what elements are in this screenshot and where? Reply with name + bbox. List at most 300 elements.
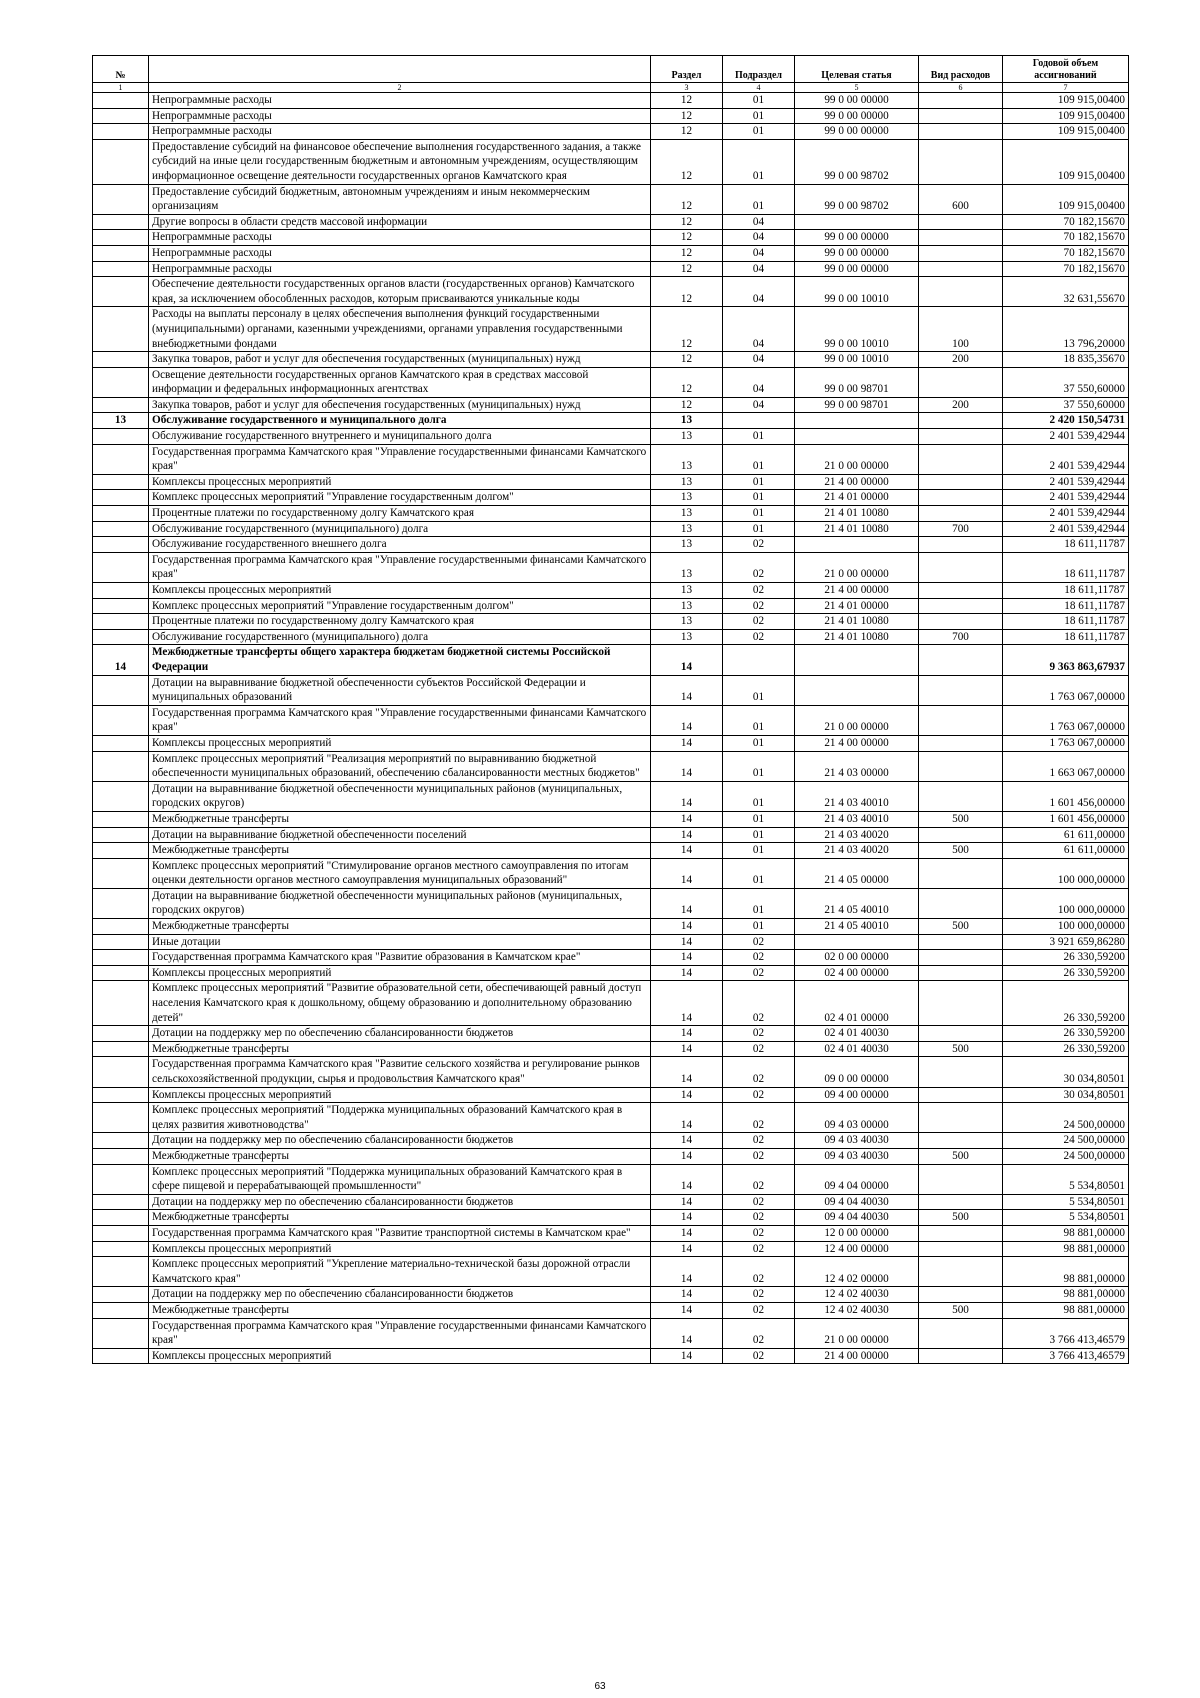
row-podrazdel: 02 bbox=[723, 1103, 795, 1133]
row-target-article bbox=[795, 214, 919, 230]
row-number bbox=[93, 843, 149, 859]
row-target-article: 21 4 01 10080 bbox=[795, 521, 919, 537]
row-razdel: 12 bbox=[651, 124, 723, 140]
row-target-article: 21 4 01 00000 bbox=[795, 490, 919, 506]
row-expense-type bbox=[919, 950, 1003, 966]
row-name: Межбюджетные трансферты общего характера бюджетам бюджетной системы Российской Федерации bbox=[149, 645, 651, 675]
row-number bbox=[93, 811, 149, 827]
row-amount: 1 601 456,00000 bbox=[1003, 781, 1129, 811]
row-amount: 3 921 659,86280 bbox=[1003, 934, 1129, 950]
row-razdel: 14 bbox=[651, 781, 723, 811]
row-amount: 18 611,11787 bbox=[1003, 614, 1129, 630]
row-target-article bbox=[795, 645, 919, 675]
row-name: Процентные платежи по государственному долгу Камчатского края bbox=[149, 614, 651, 630]
header-name bbox=[149, 56, 651, 83]
row-number bbox=[93, 1225, 149, 1241]
row-razdel: 12 bbox=[651, 184, 723, 214]
row-podrazdel: 04 bbox=[723, 307, 795, 352]
row-amount: 5 534,80501 bbox=[1003, 1210, 1129, 1226]
row-number bbox=[93, 1210, 149, 1226]
row-podrazdel: 01 bbox=[723, 751, 795, 781]
row-razdel: 14 bbox=[651, 811, 723, 827]
table-row bbox=[93, 888, 1129, 918]
row-expense-type: 500 bbox=[919, 919, 1003, 935]
row-podrazdel: 02 bbox=[723, 1026, 795, 1042]
row-target-article: 21 4 03 00000 bbox=[795, 751, 919, 781]
row-amount: 100 000,00000 bbox=[1003, 888, 1129, 918]
row-number bbox=[93, 506, 149, 522]
table-row bbox=[93, 583, 1129, 599]
table-row bbox=[93, 1302, 1129, 1318]
row-razdel: 14 bbox=[651, 1148, 723, 1164]
row-number bbox=[93, 139, 149, 184]
row-podrazdel: 02 bbox=[723, 1087, 795, 1103]
row-target-article: 99 0 00 00000 bbox=[795, 261, 919, 277]
table-row bbox=[93, 645, 1129, 675]
row-amount: 2 401 539,42944 bbox=[1003, 521, 1129, 537]
row-target-article: 21 4 03 40010 bbox=[795, 781, 919, 811]
row-number: 14 bbox=[93, 645, 149, 675]
row-expense-type: 500 bbox=[919, 843, 1003, 859]
row-name: Дотации на выравнивание бюджетной обеспеченности муниципальных районов (муниципальных, городских округов) bbox=[149, 888, 651, 918]
row-target-article: 09 4 04 00000 bbox=[795, 1164, 919, 1194]
row-target-article: 21 4 05 40010 bbox=[795, 919, 919, 935]
row-podrazdel: 01 bbox=[723, 139, 795, 184]
table-row bbox=[93, 214, 1129, 230]
row-razdel: 13 bbox=[651, 474, 723, 490]
table-row bbox=[93, 1057, 1129, 1087]
row-podrazdel bbox=[723, 413, 795, 429]
row-number bbox=[93, 521, 149, 537]
row-name: Государственная программа Камчатского края "Управление государственными финансами Камчатского края" bbox=[149, 444, 651, 474]
table-row bbox=[93, 919, 1129, 935]
column-index-row bbox=[93, 83, 1129, 93]
row-podrazdel bbox=[723, 645, 795, 675]
row-name: Комплексы процессных мероприятий bbox=[149, 965, 651, 981]
row-number bbox=[93, 1057, 149, 1087]
row-number bbox=[93, 108, 149, 124]
row-razdel: 13 bbox=[651, 598, 723, 614]
row-number bbox=[93, 474, 149, 490]
row-expense-type bbox=[919, 705, 1003, 735]
row-razdel: 13 bbox=[651, 444, 723, 474]
row-expense-type bbox=[919, 1318, 1003, 1348]
row-expense-type: 100 bbox=[919, 307, 1003, 352]
header-target-article: Целевая статья bbox=[795, 56, 919, 83]
row-target-article: 99 0 00 00000 bbox=[795, 124, 919, 140]
table-row bbox=[93, 277, 1129, 307]
row-podrazdel: 01 bbox=[723, 858, 795, 888]
row-amount: 2 401 539,42944 bbox=[1003, 490, 1129, 506]
row-target-article: 02 4 01 40030 bbox=[795, 1026, 919, 1042]
row-razdel: 13 bbox=[651, 521, 723, 537]
row-number bbox=[93, 352, 149, 368]
row-expense-type bbox=[919, 537, 1003, 553]
row-expense-type bbox=[919, 934, 1003, 950]
row-number bbox=[93, 277, 149, 307]
header-expense-type: Вид расходов bbox=[919, 56, 1003, 83]
row-name: Обслуживание государственного и муниципального долга bbox=[149, 413, 651, 429]
row-name: Межбюджетные трансферты bbox=[149, 1041, 651, 1057]
row-name: Обслуживание государственного внутреннего и муниципального долга bbox=[149, 429, 651, 445]
row-number bbox=[93, 444, 149, 474]
column-index: 5 bbox=[795, 83, 919, 93]
row-target-article: 99 0 00 98701 bbox=[795, 397, 919, 413]
row-podrazdel: 01 bbox=[723, 506, 795, 522]
table-row bbox=[93, 1041, 1129, 1057]
row-expense-type bbox=[919, 474, 1003, 490]
table-row bbox=[93, 858, 1129, 888]
row-podrazdel: 02 bbox=[723, 537, 795, 553]
row-podrazdel: 01 bbox=[723, 444, 795, 474]
table-row bbox=[93, 397, 1129, 413]
row-target-article bbox=[795, 675, 919, 705]
row-number bbox=[93, 429, 149, 445]
row-razdel: 13 bbox=[651, 506, 723, 522]
row-expense-type bbox=[919, 583, 1003, 599]
row-amount: 18 611,11787 bbox=[1003, 583, 1129, 599]
row-podrazdel: 02 bbox=[723, 1057, 795, 1087]
row-amount: 109 915,00400 bbox=[1003, 184, 1129, 214]
row-razdel: 14 bbox=[651, 1057, 723, 1087]
row-podrazdel: 01 bbox=[723, 919, 795, 935]
table-row bbox=[93, 950, 1129, 966]
row-podrazdel: 01 bbox=[723, 781, 795, 811]
row-amount: 109 915,00400 bbox=[1003, 93, 1129, 109]
row-amount: 18 611,11787 bbox=[1003, 598, 1129, 614]
row-target-article: 99 0 00 10010 bbox=[795, 352, 919, 368]
row-amount: 24 500,00000 bbox=[1003, 1133, 1129, 1149]
row-name: Комплекс процессных мероприятий "Стимулирование органов местного самоуправления по итогам оценки деятельности органов местного самоуправления муниципальных образований" bbox=[149, 858, 651, 888]
row-name: Обслуживание государственного (муниципального) долга bbox=[149, 521, 651, 537]
row-podrazdel: 02 bbox=[723, 1318, 795, 1348]
row-target-article: 21 4 00 00000 bbox=[795, 474, 919, 490]
row-razdel: 14 bbox=[651, 751, 723, 781]
table-row bbox=[93, 1087, 1129, 1103]
row-amount: 70 182,15670 bbox=[1003, 261, 1129, 277]
header-podrazdel: Подраздел bbox=[723, 56, 795, 83]
row-target-article: 21 4 00 00000 bbox=[795, 735, 919, 751]
row-name: Дотации на выравнивание бюджетной обеспеченности субъектов Российской Федерации и муниципальных образований bbox=[149, 675, 651, 705]
row-name: Дотации на поддержку мер по обеспечению сбалансированности бюджетов bbox=[149, 1194, 651, 1210]
row-podrazdel: 02 bbox=[723, 1287, 795, 1303]
row-razdel: 13 bbox=[651, 583, 723, 599]
row-razdel: 14 bbox=[651, 1348, 723, 1364]
row-amount: 26 330,59200 bbox=[1003, 981, 1129, 1026]
row-razdel: 12 bbox=[651, 397, 723, 413]
row-target-article: 21 4 05 40010 bbox=[795, 888, 919, 918]
row-podrazdel: 02 bbox=[723, 1257, 795, 1287]
row-target-article bbox=[795, 413, 919, 429]
column-index: 3 bbox=[651, 83, 723, 93]
row-expense-type: 700 bbox=[919, 629, 1003, 645]
row-podrazdel: 01 bbox=[723, 490, 795, 506]
row-number bbox=[93, 919, 149, 935]
row-podrazdel: 02 bbox=[723, 1133, 795, 1149]
row-target-article: 02 4 01 00000 bbox=[795, 981, 919, 1026]
row-podrazdel: 04 bbox=[723, 367, 795, 397]
row-number bbox=[93, 124, 149, 140]
table-row bbox=[93, 1194, 1129, 1210]
row-expense-type: 200 bbox=[919, 397, 1003, 413]
row-amount: 70 182,15670 bbox=[1003, 214, 1129, 230]
row-amount: 26 330,59200 bbox=[1003, 965, 1129, 981]
row-target-article: 12 4 02 40030 bbox=[795, 1302, 919, 1318]
row-razdel: 14 bbox=[651, 1225, 723, 1241]
row-name: Комплекс процессных мероприятий "Управление государственным долгом" bbox=[149, 490, 651, 506]
row-amount: 98 881,00000 bbox=[1003, 1225, 1129, 1241]
row-razdel: 14 bbox=[651, 965, 723, 981]
row-number bbox=[93, 705, 149, 735]
table-row bbox=[93, 598, 1129, 614]
row-target-article: 21 4 05 00000 bbox=[795, 858, 919, 888]
row-amount: 1 763 067,00000 bbox=[1003, 675, 1129, 705]
row-name: Межбюджетные трансферты bbox=[149, 843, 651, 859]
row-amount: 37 550,60000 bbox=[1003, 367, 1129, 397]
row-target-article: 99 0 00 00000 bbox=[795, 93, 919, 109]
row-expense-type: 500 bbox=[919, 1210, 1003, 1226]
row-amount: 2 401 539,42944 bbox=[1003, 506, 1129, 522]
row-amount: 98 881,00000 bbox=[1003, 1302, 1129, 1318]
row-expense-type bbox=[919, 413, 1003, 429]
table-row bbox=[93, 1287, 1129, 1303]
row-target-article: 21 4 01 10080 bbox=[795, 614, 919, 630]
row-amount: 37 550,60000 bbox=[1003, 397, 1129, 413]
row-amount: 1 663 067,00000 bbox=[1003, 751, 1129, 781]
row-podrazdel: 02 bbox=[723, 1148, 795, 1164]
row-target-article: 21 0 00 00000 bbox=[795, 552, 919, 582]
row-expense-type bbox=[919, 888, 1003, 918]
row-target-article: 21 0 00 00000 bbox=[795, 705, 919, 735]
row-name: Комплексы процессных мероприятий bbox=[149, 1087, 651, 1103]
row-target-article: 99 0 00 98702 bbox=[795, 139, 919, 184]
page-number: 63 bbox=[594, 1681, 606, 1692]
row-razdel: 14 bbox=[651, 1241, 723, 1257]
row-target-article: 12 4 02 00000 bbox=[795, 1257, 919, 1287]
row-podrazdel: 01 bbox=[723, 474, 795, 490]
row-target-article: 09 4 04 40030 bbox=[795, 1210, 919, 1226]
row-amount: 30 034,80501 bbox=[1003, 1057, 1129, 1087]
table-row bbox=[93, 965, 1129, 981]
row-name: Дотации на поддержку мер по обеспечению сбалансированности бюджетов bbox=[149, 1026, 651, 1042]
row-name: Закупка товаров, работ и услуг для обеспечения государственных (муниципальных) нужд bbox=[149, 397, 651, 413]
row-name: Межбюджетные трансферты bbox=[149, 1210, 651, 1226]
row-target-article: 21 0 00 00000 bbox=[795, 444, 919, 474]
row-amount: 32 631,55670 bbox=[1003, 277, 1129, 307]
row-number bbox=[93, 230, 149, 246]
row-expense-type: 700 bbox=[919, 521, 1003, 537]
row-name: Межбюджетные трансферты bbox=[149, 811, 651, 827]
row-amount: 98 881,00000 bbox=[1003, 1257, 1129, 1287]
row-name: Комплекс процессных мероприятий "Поддержка муниципальных образований Камчатского края в сфере пищевой и перерабатывающей промышленности" bbox=[149, 1164, 651, 1194]
row-razdel: 14 bbox=[651, 1302, 723, 1318]
row-amount: 1 763 067,00000 bbox=[1003, 705, 1129, 735]
row-razdel: 14 bbox=[651, 1103, 723, 1133]
table-row bbox=[93, 1164, 1129, 1194]
row-name: Комплекс процессных мероприятий "Реализация мероприятий по выравниванию бюджетной обеспеченности муниципальных образований, обеспечению сбалансированности местных бюджетов" bbox=[149, 751, 651, 781]
row-razdel: 14 bbox=[651, 827, 723, 843]
table-row bbox=[93, 108, 1129, 124]
row-name: Освещение деятельности государственных органов Камчатского края в средствах массовой информации и федеральных информационных агентствах bbox=[149, 367, 651, 397]
row-razdel: 14 bbox=[651, 981, 723, 1026]
row-razdel: 14 bbox=[651, 675, 723, 705]
table-row bbox=[93, 751, 1129, 781]
row-number bbox=[93, 965, 149, 981]
row-podrazdel: 02 bbox=[723, 1194, 795, 1210]
row-amount: 24 500,00000 bbox=[1003, 1103, 1129, 1133]
row-target-article: 99 0 00 00000 bbox=[795, 108, 919, 124]
row-number bbox=[93, 629, 149, 645]
row-name: Государственная программа Камчатского края "Управление государственными финансами Камчатского края" bbox=[149, 552, 651, 582]
row-razdel: 12 bbox=[651, 277, 723, 307]
row-target-article: 02 4 00 00000 bbox=[795, 965, 919, 981]
row-target-article: 99 0 00 00000 bbox=[795, 230, 919, 246]
row-expense-type bbox=[919, 1257, 1003, 1287]
row-target-article: 99 0 00 98702 bbox=[795, 184, 919, 214]
row-expense-type bbox=[919, 1057, 1003, 1087]
table-row bbox=[93, 1133, 1129, 1149]
row-target-article: 21 4 03 40010 bbox=[795, 811, 919, 827]
table-row bbox=[93, 781, 1129, 811]
row-amount: 109 915,00400 bbox=[1003, 124, 1129, 140]
row-number bbox=[93, 1026, 149, 1042]
table-row bbox=[93, 1225, 1129, 1241]
row-amount: 109 915,00400 bbox=[1003, 139, 1129, 184]
row-razdel: 14 bbox=[651, 1133, 723, 1149]
header-no: № bbox=[93, 56, 149, 83]
row-razdel: 14 bbox=[651, 1087, 723, 1103]
row-podrazdel: 01 bbox=[723, 429, 795, 445]
row-podrazdel: 02 bbox=[723, 614, 795, 630]
row-amount: 1 763 067,00000 bbox=[1003, 735, 1129, 751]
row-razdel: 14 bbox=[651, 705, 723, 735]
row-name: Комплексы процессных мероприятий bbox=[149, 1241, 651, 1257]
row-expense-type: 200 bbox=[919, 352, 1003, 368]
table-row bbox=[93, 506, 1129, 522]
row-amount: 98 881,00000 bbox=[1003, 1287, 1129, 1303]
table-row bbox=[93, 552, 1129, 582]
column-index: 6 bbox=[919, 83, 1003, 93]
table-row bbox=[93, 1318, 1129, 1348]
row-target-article: 09 0 00 00000 bbox=[795, 1057, 919, 1087]
row-expense-type bbox=[919, 490, 1003, 506]
table-row bbox=[93, 811, 1129, 827]
row-amount: 18 611,11787 bbox=[1003, 629, 1129, 645]
row-amount: 26 330,59200 bbox=[1003, 1026, 1129, 1042]
row-number bbox=[93, 245, 149, 261]
row-name: Государственная программа Камчатского края "Управление государственными финансами Камчатского края" bbox=[149, 1318, 651, 1348]
row-target-article: 12 4 02 40030 bbox=[795, 1287, 919, 1303]
budget-table bbox=[92, 55, 1129, 1364]
row-name: Комплекс процессных мероприятий "Поддержка муниципальных образований Камчатского края в целях развития животноводства" bbox=[149, 1103, 651, 1133]
row-number bbox=[93, 751, 149, 781]
row-expense-type bbox=[919, 751, 1003, 781]
row-target-article: 09 4 00 00000 bbox=[795, 1087, 919, 1103]
row-expense-type bbox=[919, 124, 1003, 140]
row-amount: 5 534,80501 bbox=[1003, 1164, 1129, 1194]
row-name: Непрограммные расходы bbox=[149, 261, 651, 277]
row-number bbox=[93, 598, 149, 614]
row-amount: 1 601 456,00000 bbox=[1003, 811, 1129, 827]
row-name: Комплекс процессных мероприятий "Управление государственным долгом" bbox=[149, 598, 651, 614]
row-expense-type bbox=[919, 675, 1003, 705]
row-number bbox=[93, 888, 149, 918]
row-number: 13 bbox=[93, 413, 149, 429]
row-name: Межбюджетные трансферты bbox=[149, 1148, 651, 1164]
table-row bbox=[93, 124, 1129, 140]
row-target-article: 21 4 01 00000 bbox=[795, 598, 919, 614]
header-row bbox=[93, 56, 1129, 83]
row-number bbox=[93, 934, 149, 950]
row-expense-type bbox=[919, 1026, 1003, 1042]
row-podrazdel: 02 bbox=[723, 598, 795, 614]
row-podrazdel: 02 bbox=[723, 1041, 795, 1057]
row-razdel: 14 bbox=[651, 858, 723, 888]
row-podrazdel: 01 bbox=[723, 108, 795, 124]
row-target-article: 09 4 03 40030 bbox=[795, 1133, 919, 1149]
row-name: Государственная программа Камчатского края "Развитие транспортной системы в Камчатском крае" bbox=[149, 1225, 651, 1241]
table-row bbox=[93, 352, 1129, 368]
table-row bbox=[93, 614, 1129, 630]
row-number bbox=[93, 1148, 149, 1164]
row-amount: 24 500,00000 bbox=[1003, 1148, 1129, 1164]
row-target-article bbox=[795, 429, 919, 445]
row-target-article: 21 0 00 00000 bbox=[795, 1318, 919, 1348]
row-name: Государственная программа Камчатского края "Развитие сельского хозяйства и регулирование рынков сельскохозяйственной продукции, сырья и продовольствия Камчатского края" bbox=[149, 1057, 651, 1087]
table-row bbox=[93, 429, 1129, 445]
table-row bbox=[93, 261, 1129, 277]
row-target-article: 21 4 01 10080 bbox=[795, 629, 919, 645]
row-podrazdel: 02 bbox=[723, 981, 795, 1026]
row-razdel: 12 bbox=[651, 139, 723, 184]
row-podrazdel: 02 bbox=[723, 552, 795, 582]
row-amount: 3 766 413,46579 bbox=[1003, 1318, 1129, 1348]
row-amount: 2 401 539,42944 bbox=[1003, 444, 1129, 474]
row-name: Предоставление субсидий на финансовое обеспечение выполнения государственного задания, а также субсидий на иные цели государственным бюджетным и автономным учреждениям, осуществляющим информационное освещение деятельности государственных органов Камчатского края bbox=[149, 139, 651, 184]
row-target-article bbox=[795, 934, 919, 950]
row-amount: 2 401 539,42944 bbox=[1003, 474, 1129, 490]
row-razdel: 12 bbox=[651, 307, 723, 352]
row-name: Дотации на выравнивание бюджетной обеспеченности поселений bbox=[149, 827, 651, 843]
row-podrazdel: 01 bbox=[723, 827, 795, 843]
row-amount: 3 766 413,46579 bbox=[1003, 1348, 1129, 1364]
row-podrazdel: 01 bbox=[723, 184, 795, 214]
row-number bbox=[93, 397, 149, 413]
row-number bbox=[93, 214, 149, 230]
row-amount: 61 611,00000 bbox=[1003, 827, 1129, 843]
row-expense-type bbox=[919, 1225, 1003, 1241]
row-podrazdel: 02 bbox=[723, 629, 795, 645]
row-number bbox=[93, 1103, 149, 1133]
row-amount: 98 881,00000 bbox=[1003, 1241, 1129, 1257]
row-target-article bbox=[795, 537, 919, 553]
row-podrazdel: 04 bbox=[723, 352, 795, 368]
row-expense-type bbox=[919, 367, 1003, 397]
row-razdel: 14 bbox=[651, 1210, 723, 1226]
row-number bbox=[93, 1348, 149, 1364]
row-expense-type bbox=[919, 981, 1003, 1026]
row-expense-type bbox=[919, 277, 1003, 307]
row-expense-type bbox=[919, 1348, 1003, 1364]
row-expense-type bbox=[919, 139, 1003, 184]
row-number bbox=[93, 261, 149, 277]
row-podrazdel: 01 bbox=[723, 675, 795, 705]
row-expense-type bbox=[919, 1194, 1003, 1210]
row-target-article: 21 4 03 40020 bbox=[795, 843, 919, 859]
row-amount: 2 401 539,42944 bbox=[1003, 429, 1129, 445]
row-razdel: 14 bbox=[651, 1026, 723, 1042]
row-number bbox=[93, 1287, 149, 1303]
